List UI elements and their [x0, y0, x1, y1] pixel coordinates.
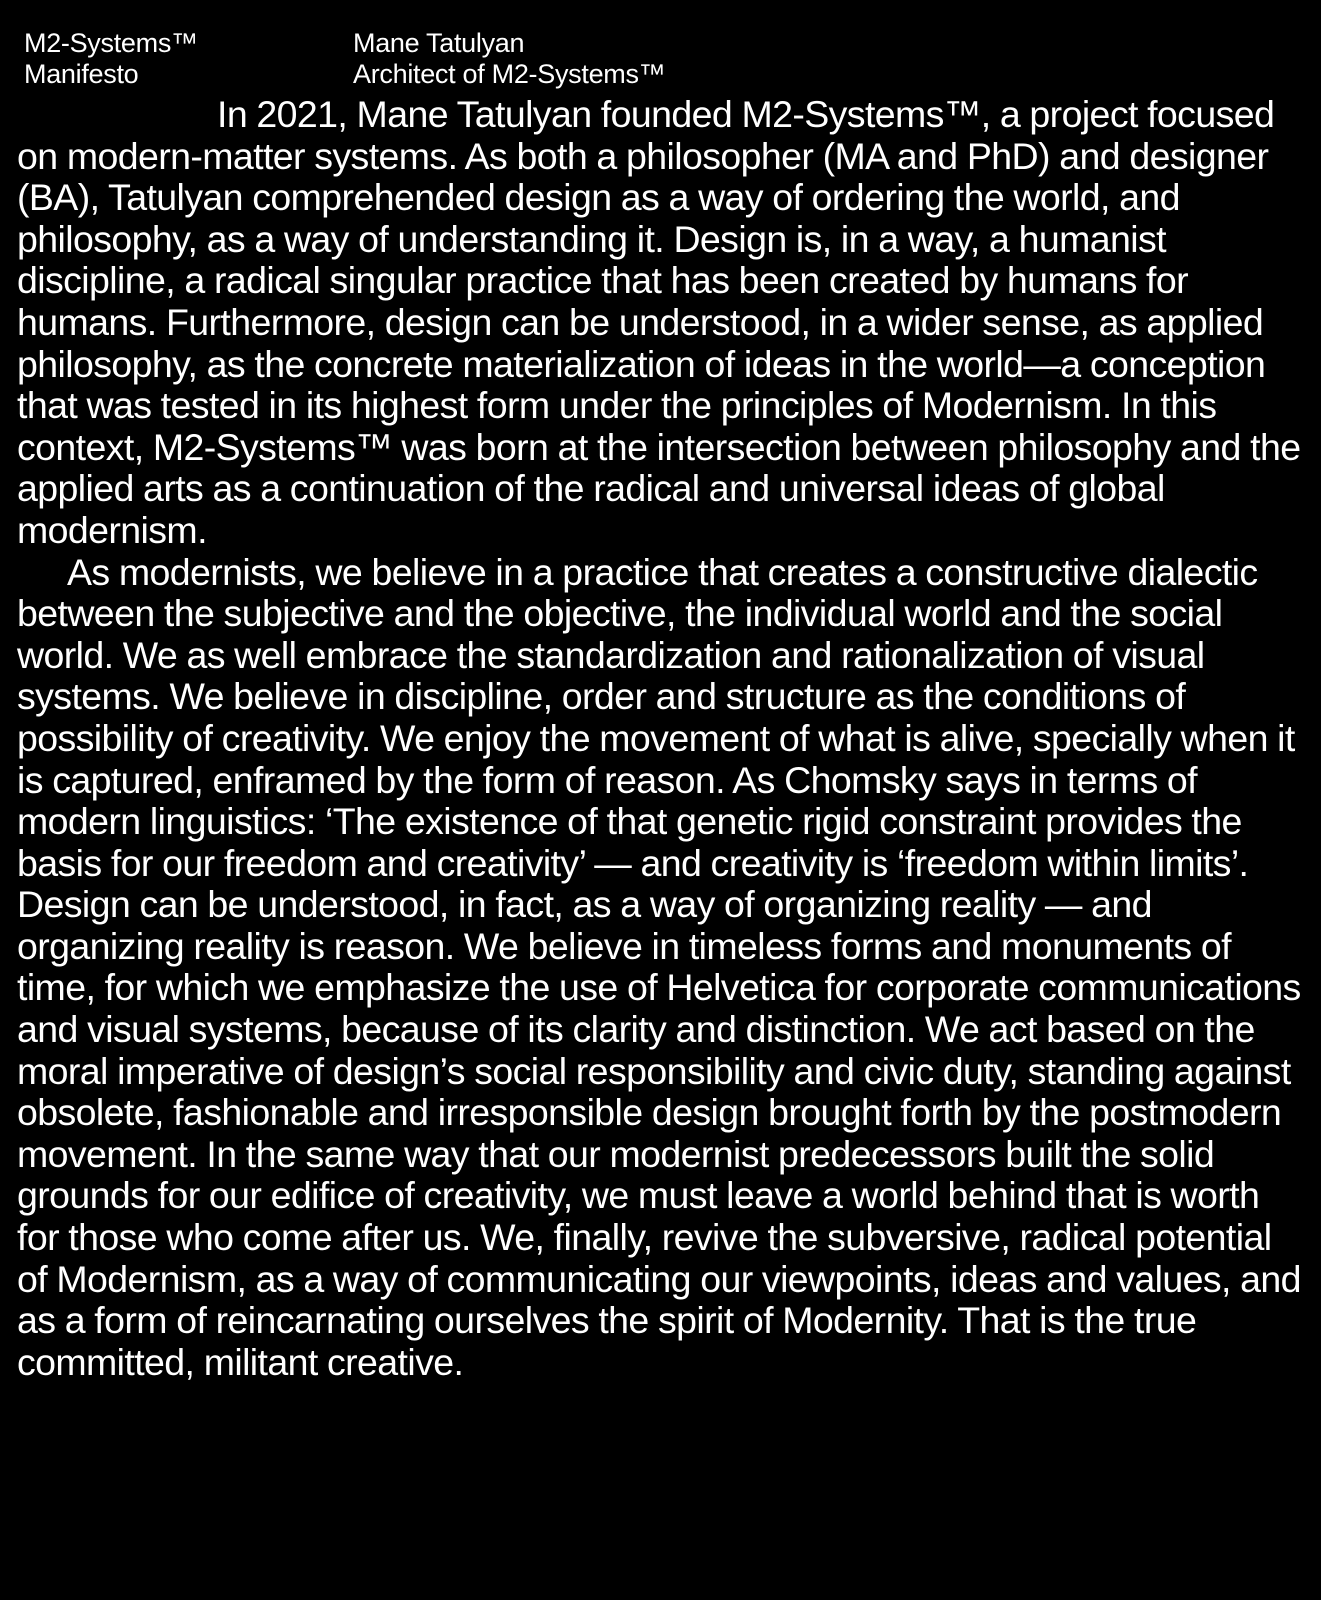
header-doc-type: Manifesto	[24, 59, 139, 89]
manifesto-body	[17, 94, 1305, 1383]
header-title-block	[24, 28, 198, 90]
header-author-block	[353, 28, 665, 90]
header-author-name: Mane Tatulyan	[353, 28, 525, 58]
page-header	[24, 28, 1294, 90]
header-author-role: Architect of M2-Systems™	[353, 59, 666, 89]
header-brand: M2-Systems™	[24, 28, 198, 58]
paragraph-beliefs: As modernists, we believe in a practice that creates a constructive dialectic between the subjective and the objective, the individual world and the social world. We as well embrace the standardization and rationalization of visual systems. We believe in discipline, order and structure as the conditions of possibility of creativity. We enjoy the movement of what is alive, specially when it is captured, enframed by the form of reason. As Chomsky says in terms of modern linguistics: ‘The existence of that genetic rigid constraint provides the basis for our freedom and creativity’ — and creativity is ‘freedom within limits’. Design can be understood, in fact, as a way of organizing reality — and organizing reality is reason. We believe in timeless forms and monuments of time, for which we emphasize the use of Helvetica for corporate communications and visual systems, because of its clarity and distinction. We act based on the moral imperative of design’s social responsibility and civic duty, standing against obsolete, fashionable and irresponsible design brought forth by the postmodern movement. In the same way that our modernist predecessors built the solid grounds for our edifice of creativity, we must leave a world behind that is worth for those who come after us. We, finally, revive the subversive, radical potential of Modernism, as a way of communicating our viewpoints, ideas and values, and as a form of reincarnating ourselves the spirit of Modernity. That is the true committed, militant creative.	[17, 550, 1301, 1383]
paragraph-founding: In 2021, Mane Tatulyan founded M2-Systems™, a project focused on modern-matter systems. As both a philosopher (MA and PhD) and designer (BA), Tatulyan comprehended design as a way of ordering the world, and philosophy, as a way of understanding it. Design is, in a way, a humanist discipline, a radical singular practice that has been created by humans for humans. Furthermore, design can be understood, in a wider sense, as applied philosophy, as the concrete materialization of ideas in the world—a conception that was tested in its highest form under the principles of Modernism. In this context, M2-Systems™ was born at the intersection between philosophy and the applied arts as a continuation of the radical and universal ideas of global modernism.	[17, 93, 1301, 551]
